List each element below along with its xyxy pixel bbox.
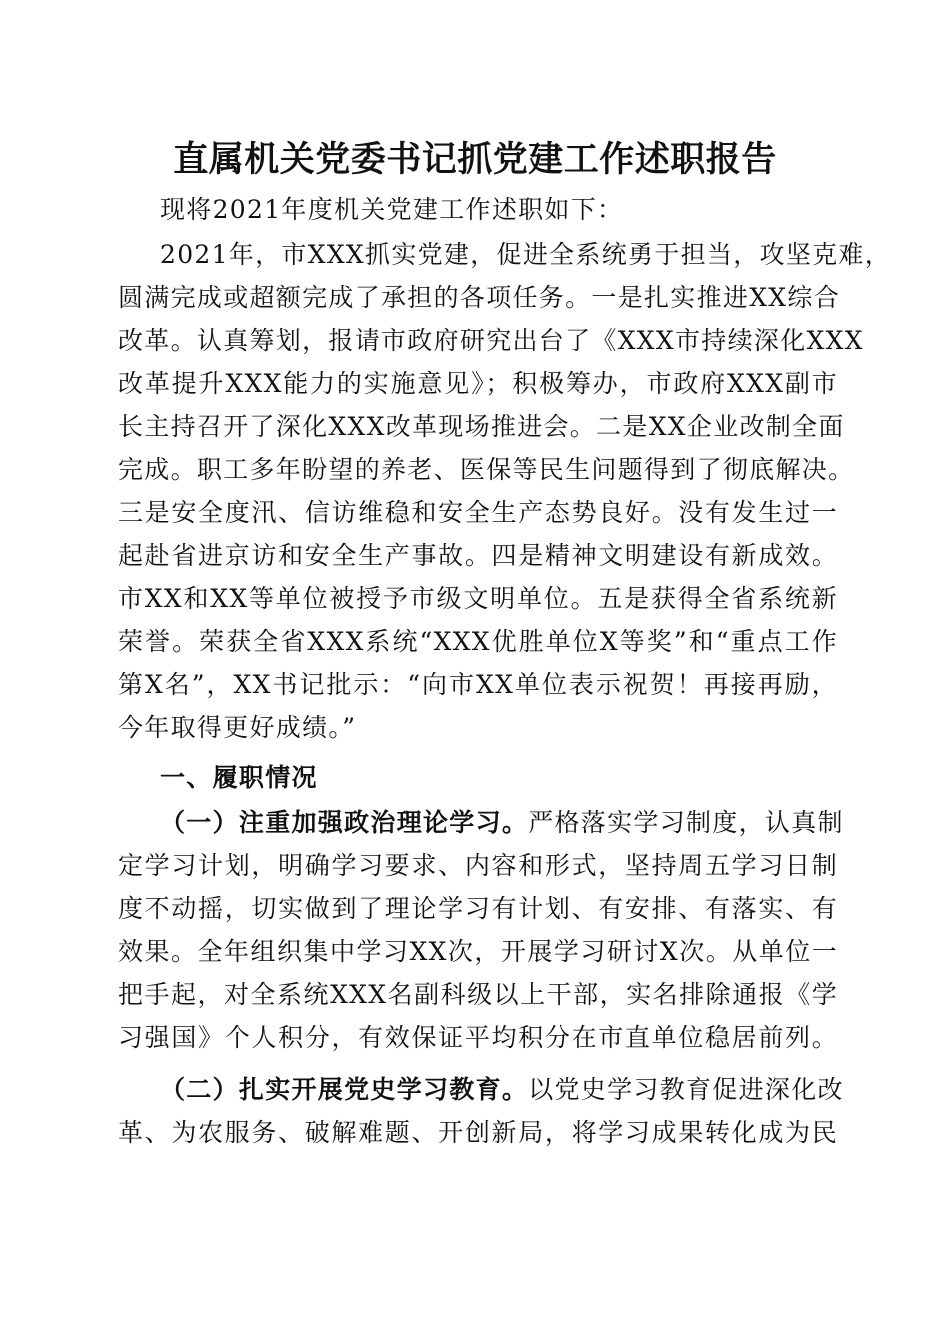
summary-line: 圆满完成或超额完成了承担的各项任务。一是扎实推进XX综合 [118,283,840,312]
summary-line: 长主持召开了深化XXX改革现场推进会。二是XX企业改制全面 [118,412,845,441]
summary-line: 荣誉。荣获全省XXX系统“XXX优胜单位X等奖”和“重点工作 [118,627,838,656]
item2-lead: （二）扎实开展党史学习教育。 [160,1075,529,1104]
item1-first-rest: 严格落实学习制度，认真制 [528,808,844,837]
summary-line: 完成。职工多年盼望的养老、医保等民生问题得到了彻底解决。 [118,455,855,484]
section-heading: 一、履职情况 [160,763,318,792]
summary-line: 2021年，市XXX抓实党建，促进全系统勇于担当，攻坚克难， [160,240,892,269]
item1-line: 定学习计划，明确学习要求、内容和形式，坚持周五学习日制 [118,851,838,880]
item1-line: 度不动摇，切实做到了理论学习有计划、有安排、有落实、有 [118,894,838,923]
summary-line: 市XX和XX等单位被授予市级文明单位。五是获得全省系统新 [118,584,838,613]
summary-line: 第X名”，XX书记批示：“向市XX单位表示祝贺！再接再励， [118,670,838,699]
item1-line: 把手起，对全系统XXX名副科级以上干部，实名排除通报《学 [118,980,838,1009]
item1-line: 习强国》个人积分，有效保证平均积分在市直单位稳居前列。 [118,1023,838,1052]
summary-line: 起赴省进京访和安全生产事故。四是精神文明建设有新成效。 [118,541,838,570]
summary-line: 今年取得更好成绩。” [118,713,357,742]
document-title: 直属机关党委书记抓党建工作述职报告 [173,140,777,180]
item2-first-line [160,1070,844,1110]
item1-line: 效果。全年组织集中学习XX次，开展学习研讨X次。从单位一 [118,937,838,966]
item2-line: 革、为农服务、破解难题、开创新局，将学习成果转化成为民 [118,1118,838,1147]
summary-line: 三是安全度汛、信访维稳和安全生产态势良好。没有发生过一 [118,498,838,527]
item1-first-line [160,803,844,843]
summary-line: 改革。认真筹划，报请市政府研究出台了《XXX市持续深化XXX [118,326,864,355]
summary-line: 改革提升XXX能力的实施意见》；积极筹办，市政府XXX副市 [118,369,838,398]
intro-line: 现将2021年度机关党建工作述职如下： [160,195,624,224]
item1-lead: （一）注重加强政治理论学习。 [160,808,529,837]
item2-first-rest: 以党史学习教育促进深化改 [528,1075,844,1104]
